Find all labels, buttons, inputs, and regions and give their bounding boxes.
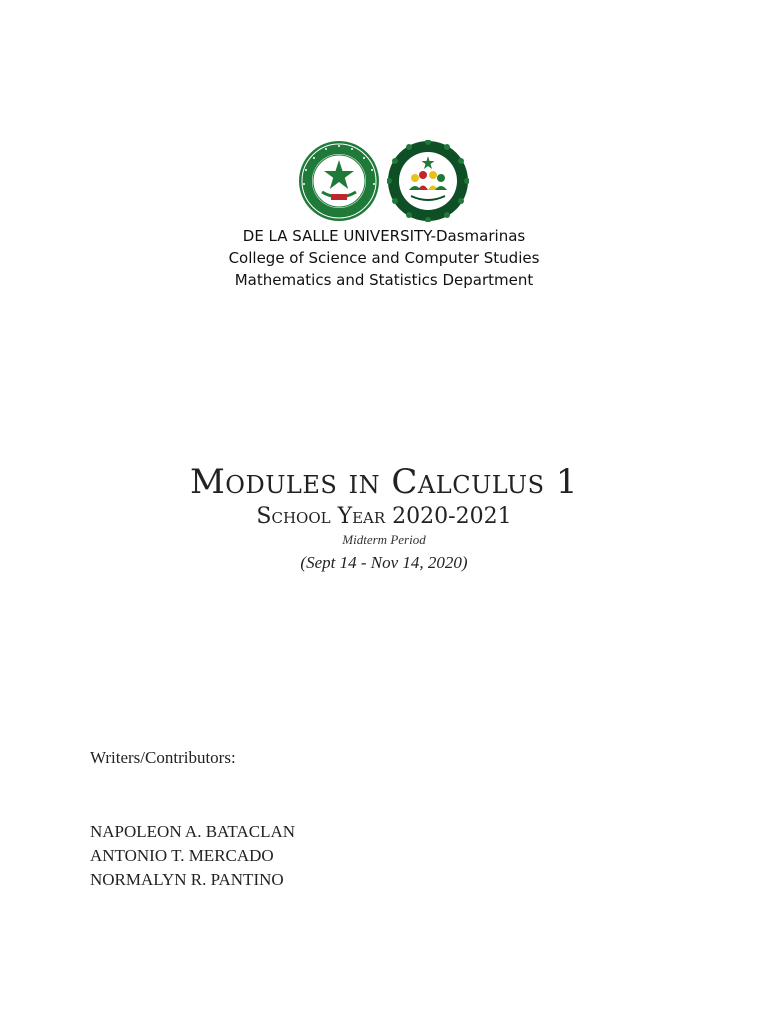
department-name: Mathematics and Statistics Department [234, 271, 534, 289]
csc-seal-icon [387, 140, 469, 222]
contributor-name: NAPOLEON A. BATACLAN [90, 822, 296, 841]
institution-header [0, 225, 768, 291]
contributor-name: NORMALYN R. PANTINO [90, 870, 284, 889]
contributor-name: ANTONIO T. MERCADO [90, 846, 274, 865]
module-title: Modules in Calculus 1 [189, 462, 579, 502]
dlsud-seal-icon [298, 140, 380, 222]
college-name: College of Science and Computer Studies [228, 249, 540, 267]
school-year: School Year 2020-2021 [256, 504, 512, 529]
period-dates: (Sept 14 - Nov 14, 2020) [300, 553, 468, 572]
logos [298, 140, 470, 222]
writers-label: Writers/Contributors: [90, 748, 236, 767]
university-name: DE LA SALLE UNIVERSITY-Dasmarinas [242, 227, 526, 245]
period-label: Midterm Period [342, 532, 426, 547]
contributors-list [90, 820, 295, 892]
